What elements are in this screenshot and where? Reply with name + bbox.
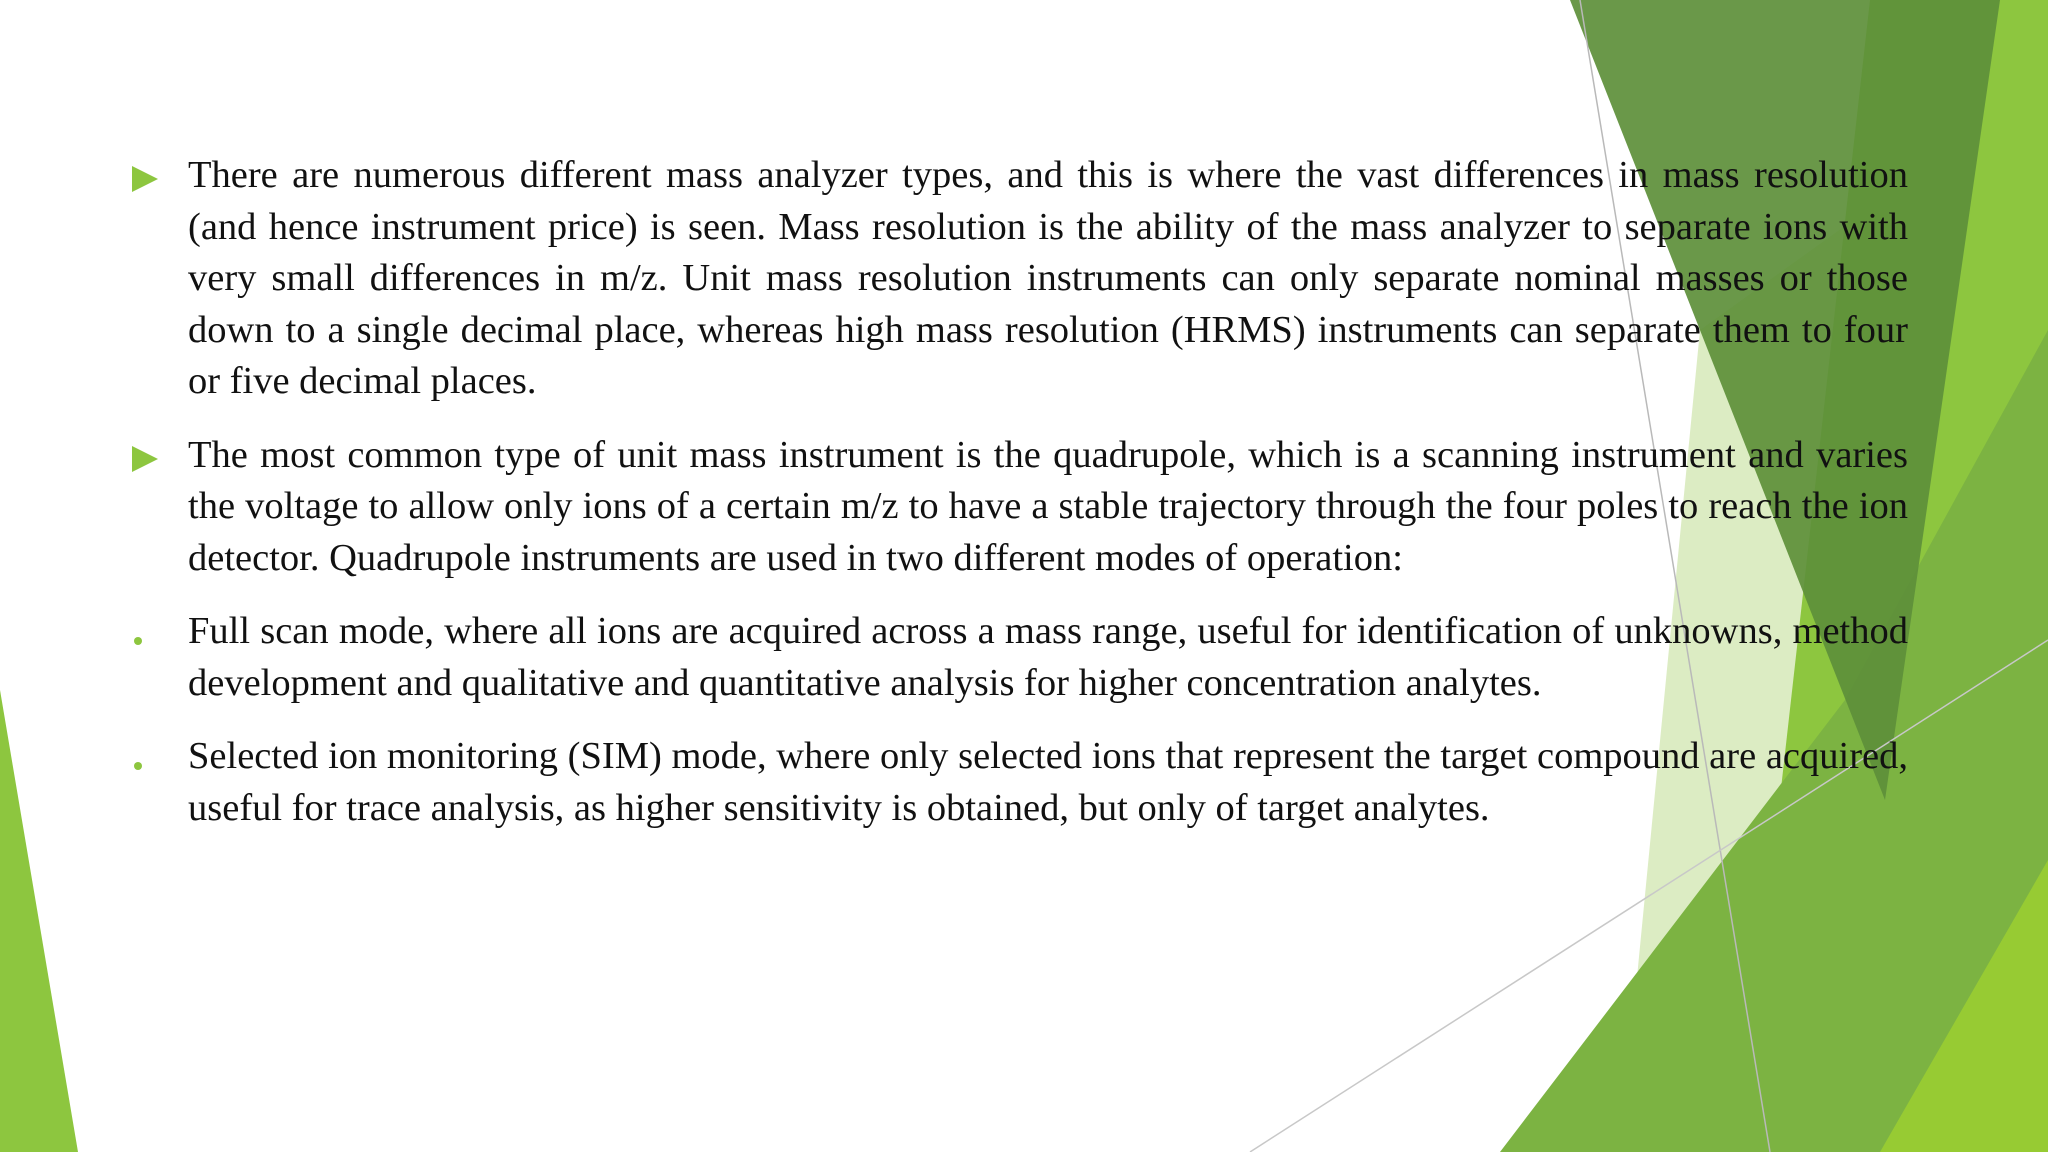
bullet-text: Full scan mode, where all ions are acquired across a mass range, useful for identification of unknowns, method development and qualitative and quantitative analysis for higher concentration analytes. [188,610,1908,704]
left-green-sliver [0,690,78,1152]
bullet-item [128,731,1908,834]
bullet-text: The most common type of unit mass instrument is the quadrupole, which is a scanning instrument and varies the voltage to allow only ions of a certain m/z to have a stable trajectory through the four poles to reach the ion detector. Quadrupole instruments are used in two different modes of operation: [188,433,1908,579]
dot-bullet-icon [134,762,142,770]
bullet-item [128,430,1908,585]
arrow-bullet-icon [132,166,158,192]
bullet-text: There are numerous different mass analyzer types, and this is where the vast differences in mass resolution (and hence instrument price) is seen. Mass resolution is the ability of the mass analyzer to separate ions with very small differences in m/z. Unit mass resolution instruments can only separate nominal masses or those down to a single decimal place, whereas high mass resolution (HRMS) instruments can separate them to four or five decimal places. [188,154,1908,402]
slide-body [128,150,1908,856]
bullet-item [128,150,1908,408]
dot-bullet-icon [134,637,142,645]
bullet-item [128,606,1908,709]
arrow-bullet-icon [132,446,158,472]
bullet-text: Selected ion monitoring (SIM) mode, where only selected ions that represent the target compound are acquired, useful for trace analysis, as higher sensitivity is obtained, but only of target analytes. [188,735,1908,829]
